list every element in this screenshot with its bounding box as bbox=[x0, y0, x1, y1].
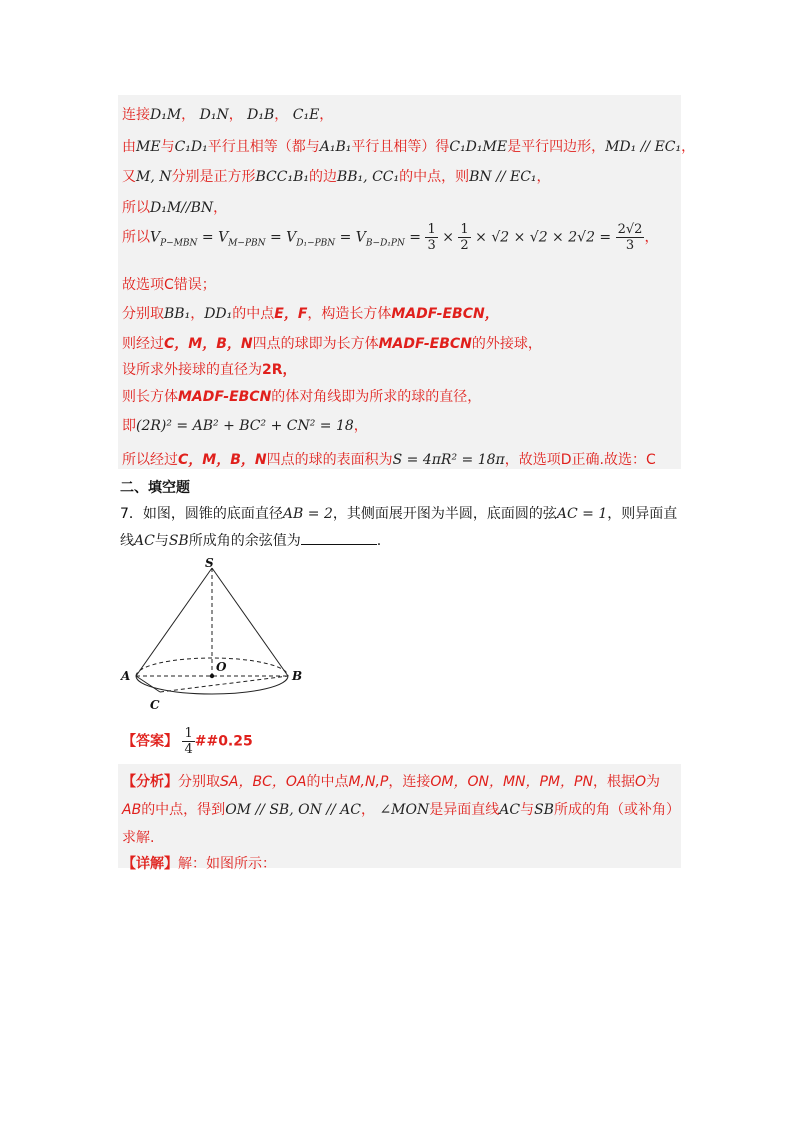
solution-line-3: 又M, N分别是正方形BCC₁B₁的边BB₁, CC₁的中点，则BN // EC₁， bbox=[122, 169, 551, 185]
solution-line-8: 则经过C，M，B，N四点的球即为长方体MADF-EBCN的外接球， bbox=[122, 336, 542, 352]
answer-blank bbox=[301, 532, 377, 545]
answer-line: 【答案】 $\frac{1}{4}$ ##0.25 bbox=[122, 726, 253, 757]
solution-line-9: 设所求外接球的直径为2R， bbox=[122, 362, 297, 378]
label-B: B bbox=[292, 669, 303, 683]
center-point-O bbox=[210, 674, 214, 678]
label-A: A bbox=[121, 669, 131, 683]
question-line-1: 7．如图，圆锥的底面直径AB = 2，其侧面展开图为半圆，底面圆的弦AC = 1，则异面直 bbox=[120, 506, 678, 522]
solution-line-5-volume: 所以$V_{P-MBN} = V_{M-PBN} = V_{D_1-PBN} = V_{B-D_1PN}$ = $\frac{1}{3}$ × $\frac{1}{2}$ × √2 × √2 × 2√2 = $\frac{2√2}{3}$ ， bbox=[122, 222, 659, 253]
label-O: O bbox=[216, 660, 227, 674]
solution-line-2: 由ME与C₁D₁平行且相等（都与A₁B₁平行且相等）得C₁D₁ME是平行四边形，MD₁ // EC₁， bbox=[122, 139, 696, 155]
slant-SA bbox=[136, 568, 212, 676]
detail-line: 【详解】解：如图所示： bbox=[122, 856, 276, 872]
solution-line-4: 所以D₁M//BN， bbox=[122, 200, 228, 216]
solution-line-11: 即(2R)² = AB² + BC² + CN² = 18， bbox=[122, 418, 368, 434]
question-line-2: 线AC与SB所成角的余弦值为 . bbox=[120, 533, 382, 549]
solution-line-6: 故选项C错误； bbox=[122, 277, 216, 293]
analysis-line-3: 求解. bbox=[122, 830, 155, 846]
analysis-line-1: 【分析】分别取SA，BC，OA的中点M,N,P，连接OM，ON，MN，PM，PN，根据O为 bbox=[122, 774, 660, 790]
fraction-one-half: $\frac{1}{2}$ bbox=[460, 222, 469, 253]
chord-AC bbox=[136, 676, 160, 692]
label-C: C bbox=[150, 698, 160, 712]
fraction-one-third: $\frac{1}{3}$ bbox=[427, 222, 436, 253]
section-heading: 二、填空题 bbox=[120, 480, 190, 496]
label-S: S bbox=[205, 556, 214, 570]
answer-fraction: $\frac{1}{4}$ bbox=[184, 726, 193, 757]
cone-figure bbox=[118, 556, 308, 716]
solution-line-12: 所以经过C，M，B，N四点的球的表面积为S = 4πR² = 18π，故选项D正确.故选：C bbox=[122, 452, 656, 468]
solution-line-1: 连接D₁M， D₁N， D₁B， C₁E， bbox=[122, 107, 334, 123]
solution-line-10: 则长方体MADF-EBCN的体对角线即为所求的球的直径， bbox=[122, 389, 482, 405]
fraction-result: $\frac{2√2}{3}$ bbox=[617, 222, 643, 253]
segment-CB bbox=[160, 676, 288, 692]
solution-line-7: 分别取BB₁，DD₁的中点E，F，构造长方体MADF-EBCN， bbox=[122, 306, 499, 322]
analysis-line-2: AB的中点，得到OM // SB, ON // AC， ∠MON是异面直线AC与SB所成的角（或补角） bbox=[122, 802, 680, 818]
